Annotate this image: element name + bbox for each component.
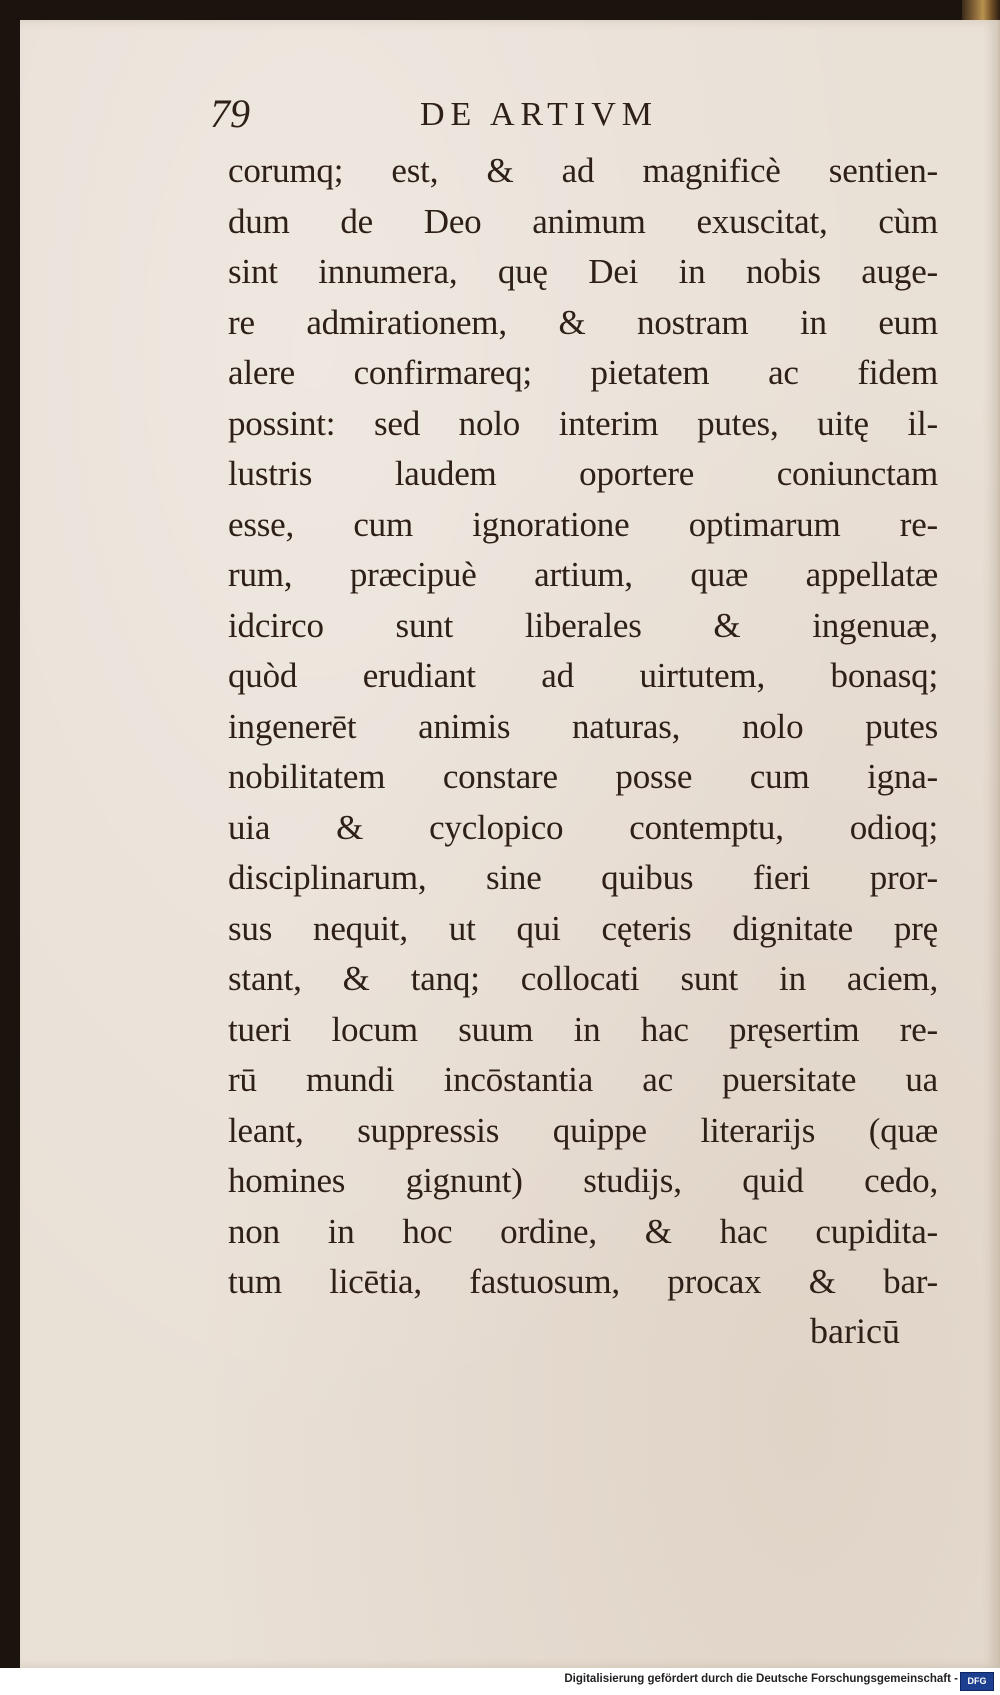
text-line: homines gignunt) studijs, quid cedo, [228,1161,938,1200]
text-line: lustris laudem oportere coniunctam [228,454,938,493]
text-line: stant, & tanq; collocati sunt in aciem, [228,959,938,998]
text-line: dum de Deo animum exuscitat, cùm [228,201,938,241]
text-line: leant, suppressis quippe literarijs (quæ [228,1110,938,1150]
footer-bar [0,1668,1000,1695]
text-line: nobilitatem constare posse cum igna- [228,757,938,796]
text-line: uia & cyclopico contemptu, odioq; [228,807,938,847]
text-line: ingenerēt animis naturas, nolo putes [228,706,938,746]
text-line: rū mundi incōstantia ac puersitate ua [228,1060,938,1099]
text-line: possint: sed nolo interim putes, uitę il- [228,403,938,443]
text-line: sus nequit, ut qui cęteris dignitate prę [228,908,938,948]
running-title: DE ARTIVM [420,96,659,133]
text-line: non in hoc ordine, & hac cupidita- [228,1211,938,1251]
text-line: corumq; est, & ad magnificè sentien- [228,151,938,190]
text-line: esse, cum ignoratione optimarum re- [228,504,938,544]
text-line: alere confirmareq; pietatem ac fidem [228,353,938,392]
text-line: tum licētia, fastuosum, procax & bar- [228,1262,938,1301]
text-line: disciplinarum, sine quibus fieri pror- [228,858,938,897]
page-number: 79 [210,91,250,136]
text-line: rum, præcipuè artium, quæ appellatæ [228,555,938,594]
digitization-credit: Digitalisierung gefördert durch die Deutsche Forschungsgemeinschaft - [564,1673,958,1685]
page-header [210,90,730,146]
text-line: re admirationem, & nostram in eum [228,302,938,342]
catchword: baricū [810,1311,900,1351]
text-line: idcirco sunt liberales & ingenuæ, [228,605,938,645]
text-line: sint innumera, quę Dei in nobis auge- [228,252,938,291]
text-line: quòd erudiant ad uirtutem, bonasq; [228,656,938,695]
dfg-logo: DFG [960,1672,994,1691]
text-line: tueri locum suum in hac pręsertim re- [228,1009,938,1049]
text-block [228,146,938,1308]
